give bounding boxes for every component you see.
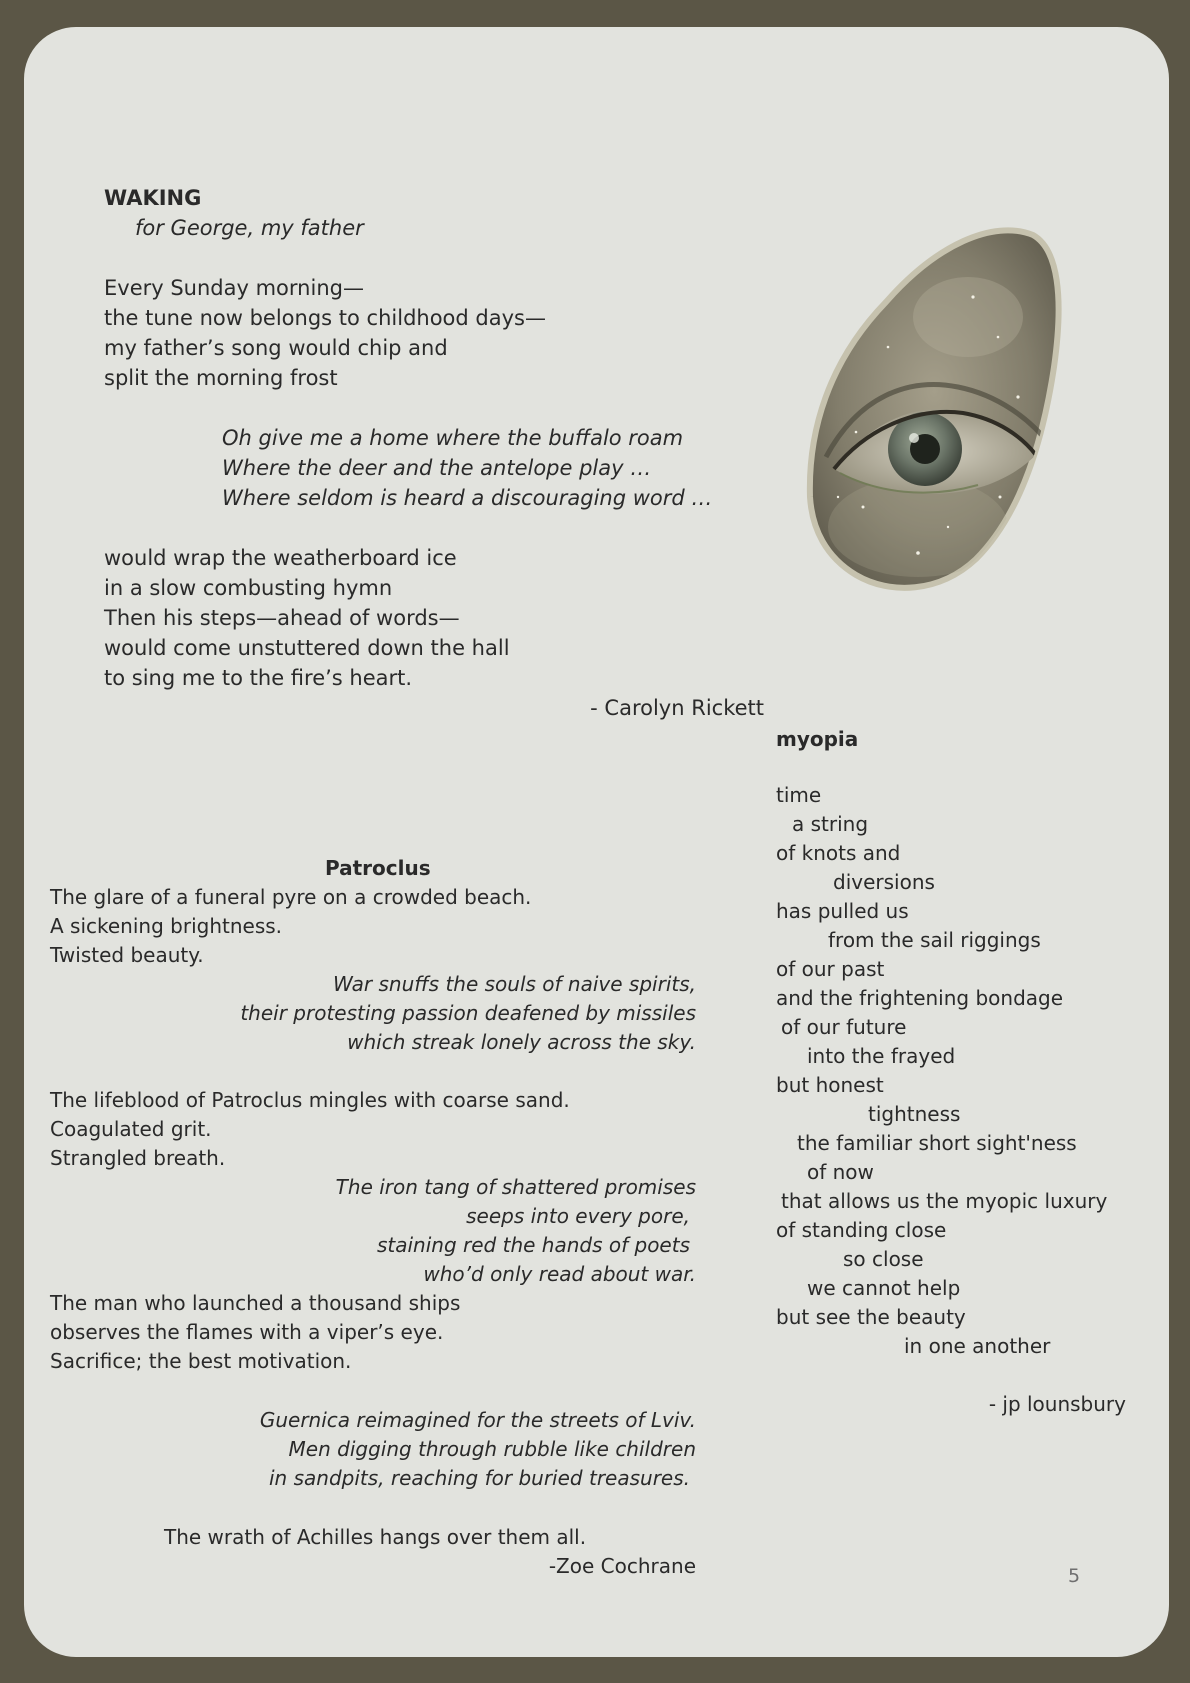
myopia-line: of now [807,1160,874,1184]
waking-song-line: Oh give me a home where the buffalo roam [222,426,684,450]
myopia-title: myopia [776,727,859,751]
patroclus-line: Twisted beauty. [50,943,204,967]
patroclus-line: The lifeblood of Patroclus mingles with coarse sand. [50,1088,570,1112]
patroclus-italic-line: staining red the hands of poets [376,1233,690,1257]
patroclus-closing: The wrath of Achilles hangs over them all. [164,1525,587,1549]
myopia-line: of our past [776,957,885,981]
waking-line: Every Sunday morning— [104,276,364,300]
patroclus-italic-line: seeps into every pore, [466,1204,690,1228]
waking-line: the tune now belongs to childhood days— [104,306,546,330]
waking-title: WAKING [104,186,202,210]
patroclus-line: Sacrifice; the best motivation. [50,1349,352,1373]
myopia-line: of standing close [776,1218,947,1242]
patroclus-line: A sickening brightness. [50,914,283,938]
patroclus-line: Coagulated grit. [50,1117,212,1141]
myopia-author: - jp lounsbury [988,1392,1126,1416]
waking-song-line: Where seldom is heard a discouraging word … [222,486,713,510]
waking-line: my father’s song would chip and [104,336,448,360]
waking-line: to sing me to the fire’s heart. [104,666,413,690]
eye-illustration [768,197,1068,601]
patroclus-italic-line: their protesting passion deafened by missiles [240,1001,696,1025]
myopia-line: diversions [833,870,935,894]
myopia-line: but see the beauty [776,1305,966,1329]
waking-line: Then his steps—ahead of words— [104,606,460,630]
myopia-line: we cannot help [807,1276,961,1300]
myopia-line: from the sail riggings [828,928,1041,952]
myopia-line: tightness [868,1102,961,1126]
myopia-line: that allows us the myopic luxury [781,1189,1108,1213]
myopia-line: into the frayed [807,1044,956,1068]
patroclus-title: Patroclus [325,856,431,880]
myopia-line: the familiar short sight'ness [797,1131,1077,1155]
patroclus-author: -Zoe Cochrane [548,1554,696,1578]
myopia-line: and the frightening bondage [776,986,1064,1010]
patroclus-italic-line: Men digging through rubble like children [288,1437,696,1461]
patroclus-italic-line: The iron tang of shattered promises [335,1175,696,1199]
waking-dedication: for George, my father [135,216,364,240]
page-number: 5 [1068,1565,1081,1587]
myopia-line: time [776,783,822,807]
myopia-line: of knots and [776,841,901,865]
patroclus-italic-line: in sandpits, reaching for buried treasures. [269,1466,690,1490]
myopia-line: but honest [776,1073,884,1097]
waking-song-line: Where the deer and the antelope play … [222,456,652,480]
myopia-line: has pulled us [776,899,909,923]
myopia-line: in one another [904,1334,1051,1358]
patroclus-italic-line: Guernica reimagined for the streets of Lviv. [259,1408,696,1432]
waking-line: in a slow combusting hymn [104,576,393,600]
patroclus-italic-line: which streak lonely across the sky. [347,1030,696,1054]
waking-author: - Carolyn Rickett [590,696,764,720]
patroclus-line: The glare of a funeral pyre on a crowded beach. [50,885,532,909]
myopia-line: of our future [781,1015,907,1039]
waking-line: split the morning frost [104,366,338,390]
waking-line: would come unstuttered down the hall [104,636,510,660]
patroclus-italic-line: War snuffs the souls of naive spirits, [332,972,696,996]
myopia-line: a string [792,812,869,836]
waking-line: would wrap the weatherboard ice [104,546,457,570]
page [24,27,1169,1657]
patroclus-line: The man who launched a thousand ships [50,1291,461,1315]
myopia-line: so close [843,1247,924,1271]
patroclus-line: Strangled breath. [50,1146,226,1170]
patroclus-line: observes the flames with a viper’s eye. [50,1320,444,1344]
patroclus-italic-line: who’d only read about war. [423,1262,696,1286]
